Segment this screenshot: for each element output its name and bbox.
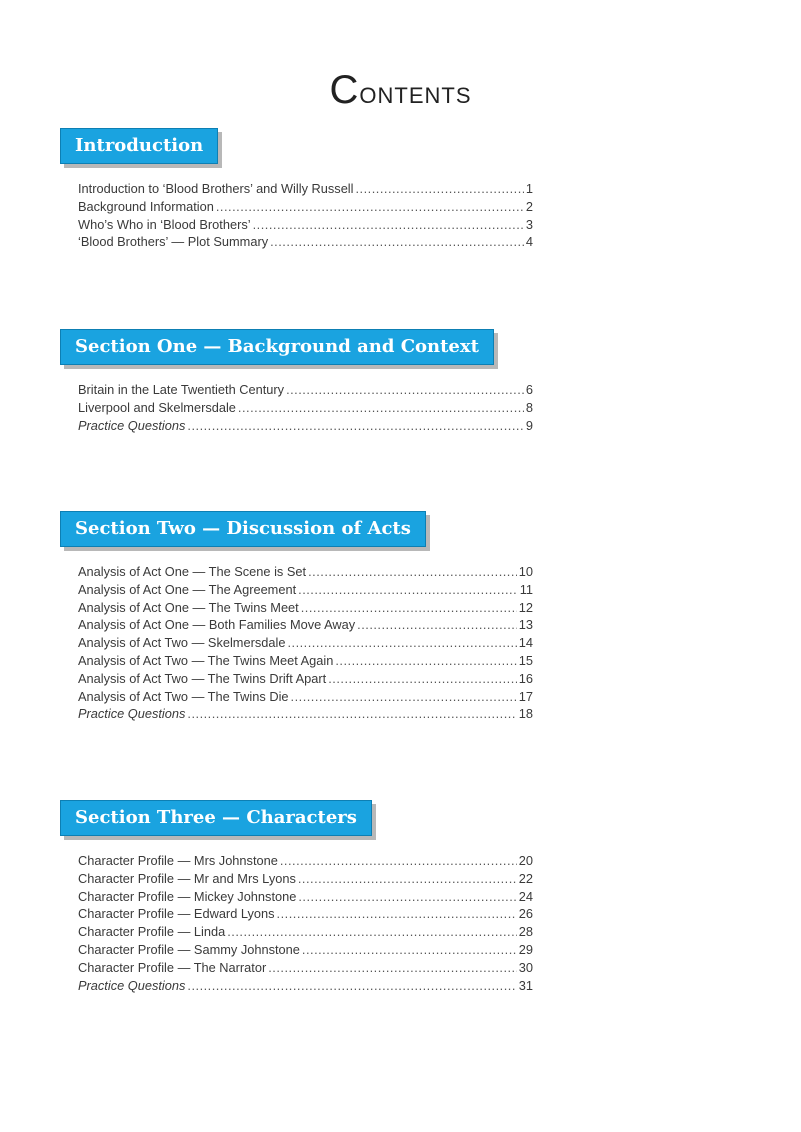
toc-entry-label: Character Profile — Mrs Johnstone	[78, 853, 278, 868]
toc-list	[78, 381, 533, 434]
toc-entry-label: Background Information	[78, 198, 214, 214]
toc-leader-dots	[287, 634, 516, 652]
toc-entry-label: Liverpool and Skelmersdale	[78, 399, 236, 415]
toc-entry	[78, 852, 533, 870]
toc-entry	[78, 381, 533, 399]
toc-leader-dots	[227, 923, 517, 941]
toc-entry-page: 1	[525, 181, 533, 196]
toc-leader-dots	[187, 705, 516, 723]
toc-leader-dots	[277, 905, 517, 923]
toc-entry	[78, 923, 533, 941]
toc-entry-page: 26	[518, 906, 533, 922]
section-three	[60, 800, 540, 994]
toc-entry-label: Analysis of Act One — The Agreement	[78, 581, 297, 597]
toc-entry-page: 11	[519, 581, 533, 597]
toc-entry	[78, 905, 533, 923]
toc-entry-label: Introduction to ‘Blood Brothers’ and Willy Russell	[78, 181, 354, 196]
toc-entry-page: 18	[518, 706, 533, 722]
toc-leader-dots	[238, 399, 524, 417]
toc-leader-dots	[253, 216, 524, 234]
toc-leader-dots	[356, 180, 524, 198]
toc-entry-page: 24	[518, 888, 533, 904]
toc-entry-page: 29	[518, 941, 533, 957]
toc-entry-page: 9	[525, 417, 533, 433]
toc-entry-label: Analysis of Act Two — The Twins Drift Apart	[78, 670, 327, 686]
toc-leader-dots	[308, 563, 517, 581]
toc-entry-label: Character Profile — Linda	[78, 924, 226, 940]
toc-entry-page: 20	[518, 853, 533, 868]
toc-entry-page: 3	[525, 216, 533, 232]
section-one	[60, 329, 540, 434]
toc-entry	[78, 599, 533, 617]
toc-entry-label: Analysis of Act Two — Skelmersdale	[78, 635, 286, 651]
page-title	[0, 68, 801, 113]
section-heading: Section One — Background and Context	[60, 329, 494, 365]
toc-list	[78, 180, 533, 251]
toc-entry	[78, 977, 533, 995]
toc-entry-page: 15	[518, 652, 533, 668]
toc-leader-dots	[280, 852, 517, 870]
toc-leader-dots	[216, 198, 524, 216]
toc-entry-label: Practice Questions	[78, 706, 186, 722]
toc-entry-label: Analysis of Act One — The Twins Meet	[78, 599, 299, 615]
toc-entry	[78, 581, 533, 599]
toc-entry-page: 14	[518, 635, 533, 651]
toc-entry-label: Analysis of Act One — The Scene is Set	[78, 564, 307, 579]
toc-entry	[78, 870, 533, 888]
toc-entry-label: Practice Questions	[78, 417, 186, 433]
toc-entry	[78, 233, 533, 251]
toc-leader-dots	[270, 233, 524, 251]
toc-list	[78, 852, 533, 994]
toc-leader-dots	[298, 581, 518, 599]
toc-entry-page: 31	[518, 977, 533, 993]
toc-list	[78, 563, 533, 723]
toc-leader-dots	[291, 688, 517, 706]
toc-entry-page: 6	[525, 382, 533, 397]
toc-entry-page: 17	[518, 688, 533, 704]
toc-entry-page: 2	[525, 198, 533, 214]
toc-entry-page: 22	[518, 870, 533, 886]
toc-entry	[78, 417, 533, 435]
toc-entry-label: Who’s Who in ‘Blood Brothers’	[78, 216, 251, 232]
toc-entry-label: Character Profile — Edward Lyons	[78, 906, 275, 922]
toc-entry-label: Character Profile — Mickey Johnstone	[78, 888, 297, 904]
section-two	[60, 511, 540, 723]
toc-entry-label: Analysis of Act Two — The Twins Die	[78, 688, 289, 704]
toc-entry-page: 28	[518, 924, 533, 940]
page-title-initial: C	[329, 68, 360, 112]
toc-entry-label: Analysis of Act Two — The Twins Meet Again	[78, 652, 334, 668]
toc-leader-dots	[298, 888, 516, 906]
section-heading: Introduction	[60, 128, 218, 164]
toc-entry	[78, 634, 533, 652]
toc-entry	[78, 888, 533, 906]
toc-entry	[78, 399, 533, 417]
toc-entry	[78, 670, 533, 688]
toc-leader-dots	[286, 381, 524, 399]
toc-leader-dots	[301, 599, 517, 617]
toc-entry-page: 10	[518, 564, 533, 579]
toc-leader-dots	[298, 870, 517, 888]
toc-entry-label: Britain in the Late Twentieth Century	[78, 382, 285, 397]
toc-leader-dots	[187, 977, 516, 995]
toc-entry-page: 4	[525, 234, 533, 250]
toc-leader-dots	[328, 670, 517, 688]
toc-leader-dots	[357, 616, 517, 634]
toc-entry-page: 16	[518, 670, 533, 686]
toc-entry-page: 13	[518, 617, 533, 633]
toc-entry	[78, 216, 533, 234]
toc-leader-dots	[268, 959, 517, 977]
section-heading: Section Three — Characters	[60, 800, 372, 836]
toc-entry-label: Character Profile — Sammy Johnstone	[78, 941, 300, 957]
toc-entry	[78, 941, 533, 959]
toc-entry	[78, 959, 533, 977]
toc-entry	[78, 198, 533, 216]
section-heading: Section Two — Discussion of Acts	[60, 511, 426, 547]
toc-entry-label: Character Profile — Mr and Mrs Lyons	[78, 870, 296, 886]
toc-entry	[78, 563, 533, 581]
toc-entry	[78, 652, 533, 670]
toc-entry	[78, 688, 533, 706]
toc-leader-dots	[335, 652, 516, 670]
page-title-rest: ontents	[359, 74, 472, 110]
toc-entry-page: 8	[525, 399, 533, 415]
toc-entry-label: Practice Questions	[78, 977, 186, 993]
toc-entry	[78, 180, 533, 198]
section-introduction	[60, 128, 540, 251]
toc-entry-label: Character Profile — The Narrator	[78, 959, 267, 975]
toc-entry-label: ‘Blood Brothers’ — Plot Summary	[78, 234, 269, 250]
toc-entry	[78, 616, 533, 634]
toc-entry-label: Analysis of Act One — Both Families Move Away	[78, 617, 356, 633]
toc-entry-page: 30	[518, 959, 533, 975]
toc-entry-page: 12	[518, 599, 533, 615]
toc-leader-dots	[302, 941, 517, 959]
toc-leader-dots	[187, 417, 523, 435]
toc-entry	[78, 705, 533, 723]
